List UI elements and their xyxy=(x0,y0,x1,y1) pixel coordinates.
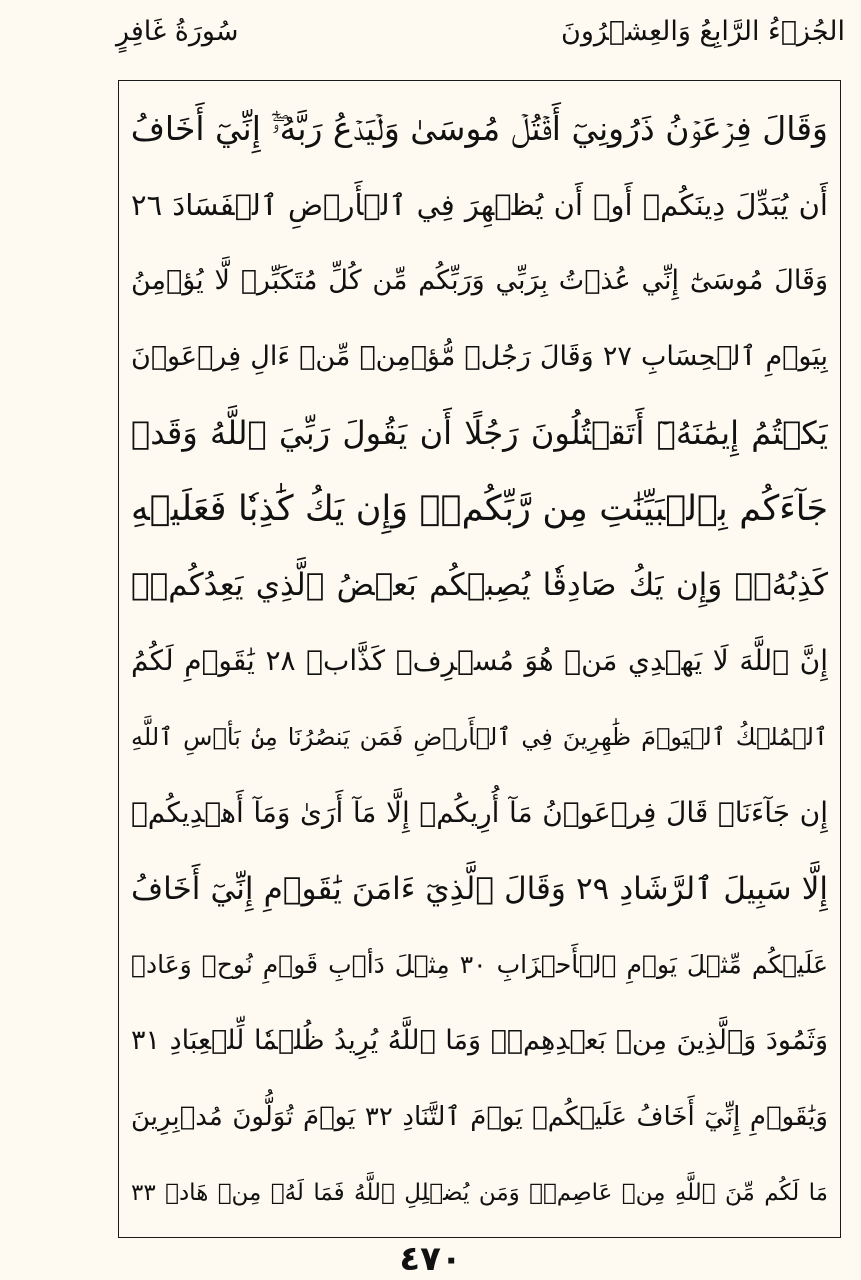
text-line-15: مَا لَكُم مِّنَ ٱللَّهِ مِنۡ عَاصِمٖۗ وَمَن يُضۡلِلِ ٱللَّهُ فَمَا لَهُۥ مِنۡ هَادٖ ٣٣ xyxy=(131,1180,828,1206)
text-frame xyxy=(118,80,841,1238)
text-line-1: وَقَالَ فِرۡعَوۡنُ ذَرُونِيٓ أَقۡتُلۡ مُوسَىٰ وَلۡيَدۡعُ رَبَّهُۥٓۖ إِنِّيٓ أَخَافُ xyxy=(131,109,828,148)
juz-title: الجُزۡءُ الرَّابِعُ وَالعِشۡرُونَ xyxy=(561,16,845,47)
text-line-14: وَيَٰقَوۡمِ إِنِّيٓ أَخَافُ عَلَيۡكُمۡ يَوۡمَ ٱلتَّنَادِ ٣٢ يَوۡمَ تُوَلُّونَ مُدۡبِرِينَ xyxy=(131,1102,828,1132)
text-line-2: أَن يُبَدِّلَ دِينَكُمۡ أَوۡ أَن يُظۡهِرَ فِي ٱلۡأَرۡضِ ٱلۡفَسَادَ ٢٦ xyxy=(131,188,828,222)
text-line-12: عَلَيۡكُم مِّثۡلَ يَوۡمِ ٱلۡأَحۡزَابِ ٣٠ مِثۡلَ دَأۡبِ قَوۡمِ نُوحٖ وَعَادٖ xyxy=(131,950,828,979)
text-line-6: جَآءَكُم بِٱلۡبَيِّنَٰتِ مِن رَّبِّكُمۡۖ وَإِن يَكُ كَٰذِبٗا فَعَلَيۡهِ xyxy=(131,489,828,529)
text-line-13: وَثَمُودَ وَٱلَّذِينَ مِنۢ بَعۡدِهِمۡۚ وَمَا ٱللَّهُ يُرِيدُ ظُلۡمٗا لِّلۡعِبَادِ ٣١ xyxy=(131,1025,828,1056)
verse-lines xyxy=(119,81,840,1237)
page-number: ٤٧٠ xyxy=(399,1239,462,1279)
text-line-4: بِيَوۡمِ ٱلۡحِسَابِ ٢٧ وَقَالَ رَجُلٞ مُّؤۡمِنٞ مِّنۡ ءَالِ فِرۡعَوۡنَ xyxy=(131,341,828,372)
page-footer xyxy=(0,1238,861,1280)
text-line-11: إِلَّا سَبِيلَ ٱلرَّشَادِ ٢٩ وَقَالَ ٱلَّذِيٓ ءَامَنَ يَٰقَوۡمِ إِنِّيٓ أَخَافُ xyxy=(131,871,828,907)
text-line-10: إِن جَآءَنَاۚ قَالَ فِرۡعَوۡنُ مَآ أُرِيكُمۡ إِلَّا مَآ أَرَىٰ وَمَآ أَهۡدِيكُمۡ xyxy=(131,796,828,829)
text-line-7: كَذِبُهُۥۖ وَإِن يَكُ صَادِقٗا يُصِبۡكُم بَعۡضُ ٱلَّذِي يَعِدُكُمۡۖ xyxy=(131,567,828,603)
text-line-8: إِنَّ ٱللَّهَ لَا يَهۡدِي مَنۡ هُوَ مُسۡرِفٞ كَذَّابٞ ٢٨ يَٰقَوۡمِ لَكُمُ xyxy=(131,644,828,677)
text-line-9: ٱلۡمُلۡكُ ٱلۡيَوۡمَ ظَٰهِرِينَ فِي ٱلۡأَرۡضِ فَمَن يَنصُرُنَا مِنۢ بَأۡسِ ٱللَّهِ xyxy=(131,723,828,751)
text-line-5: يَكۡتُمُ إِيمَٰنَهُۥٓ أَتَقۡتُلُونَ رَجُلًا أَن يَقُولَ رَبِّيَ ٱللَّهُ وَقَدۡ xyxy=(131,414,828,452)
text-line-3: وَقَالَ مُوسَىٰٓ إِنِّي عُذۡتُ بِرَبِّي وَرَبِّكُم مِّن كُلِّ مُتَكَبِّرٖ لَّا يُؤۡمِنُ xyxy=(131,265,828,296)
surah-title: سُورَةُ غَافِرٍ xyxy=(116,16,239,47)
page-header xyxy=(0,6,861,66)
